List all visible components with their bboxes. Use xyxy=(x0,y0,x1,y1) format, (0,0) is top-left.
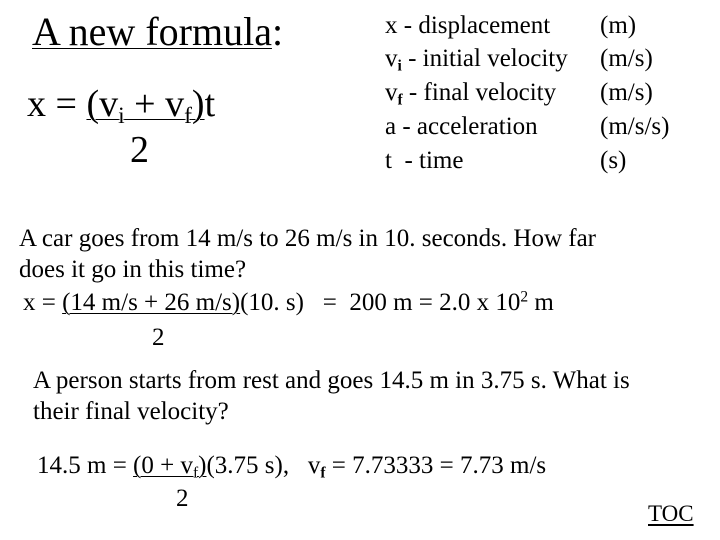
problem1-eq-exponent: 2 xyxy=(520,288,529,306)
toc-link[interactable]: TOC xyxy=(648,501,694,526)
legend-unit-2: (m/s) xyxy=(600,79,653,106)
slide-title-colon: : xyxy=(271,9,284,54)
problem2-eq-numer-sub: f xyxy=(192,464,199,482)
slide-title-text: A new formula xyxy=(32,9,272,54)
formula-open: (v xyxy=(86,83,119,125)
legend-desc: - initial velocity xyxy=(401,45,568,72)
legend-unit-4: (s) xyxy=(600,147,627,174)
legend-symbol: a xyxy=(385,113,397,140)
slide-title xyxy=(32,8,283,55)
problem1-eq-unit: m xyxy=(528,289,554,316)
problem2-equation xyxy=(37,452,546,480)
legend-symbol: v xyxy=(385,45,398,72)
problem2-eq-lhs: 14.5 m = xyxy=(37,452,134,479)
problem2-eq-rest: (3.75 s), v xyxy=(206,452,321,479)
legend-desc: - final velocity xyxy=(402,79,557,106)
legend-desc: - displacement xyxy=(397,12,551,39)
problem1-equation xyxy=(23,289,554,317)
formula-tail: t xyxy=(204,83,216,125)
problem2-eq-sub: f xyxy=(320,464,326,482)
legend-sub: i xyxy=(397,57,402,75)
legend-name-4 xyxy=(385,147,463,175)
legend-symbol: t xyxy=(385,147,392,174)
legend-symbol: v xyxy=(385,79,398,106)
problem1-eq-rest: (10. s) = 200 m = 2.0 x 10 xyxy=(240,289,521,316)
legend-name-3 xyxy=(385,113,538,141)
legend-unit-3: (m/s/s) xyxy=(600,113,670,140)
problem1-denominator: 2 xyxy=(152,324,165,351)
formula-plus: + v xyxy=(124,83,185,125)
legend-name-1 xyxy=(385,45,568,73)
problem2-eq-result: = 7.73333 = 7.73 m/s xyxy=(325,452,547,479)
problem2-text-line2: their final velocity? xyxy=(33,398,229,425)
legend-name-0 xyxy=(385,12,550,40)
legend-desc: - acceleration xyxy=(396,113,538,140)
problem2-eq-numer-b: ) xyxy=(198,452,207,479)
problem2-text-line1: A person starts from rest and goes 14.5 m in 3.75 s. What is xyxy=(33,367,630,394)
problem2-eq-numerator xyxy=(133,452,207,482)
legend-symbol: x xyxy=(385,12,398,39)
formula-sub-f: f xyxy=(184,103,192,130)
problem1-eq-numerator: (14 m/s + 26 m/s) xyxy=(62,289,241,316)
problem1-eq-lhs: x = xyxy=(23,289,63,316)
formula-fraction-numerator xyxy=(86,83,205,130)
formula-numerator xyxy=(27,82,216,130)
legend-desc: - time xyxy=(391,147,464,174)
legend-name-2 xyxy=(385,79,556,107)
problem1-text-line2: does it go in this time? xyxy=(19,256,247,283)
formula-denominator: 2 xyxy=(130,129,149,171)
legend-unit-1: (m/s) xyxy=(600,45,653,72)
formula-sub-i: i xyxy=(118,103,125,130)
problem1-text-line1: A car goes from 14 m/s to 26 m/s in 10. seconds. How far xyxy=(19,225,597,252)
legend-sub: f xyxy=(397,91,403,109)
legend-unit-0: (m) xyxy=(600,12,637,39)
problem2-eq-numer-a: (0 + v xyxy=(133,452,193,479)
problem2-denominator: 2 xyxy=(176,485,189,512)
formula-lhs: x = xyxy=(27,83,87,125)
formula-close: ) xyxy=(191,83,205,125)
